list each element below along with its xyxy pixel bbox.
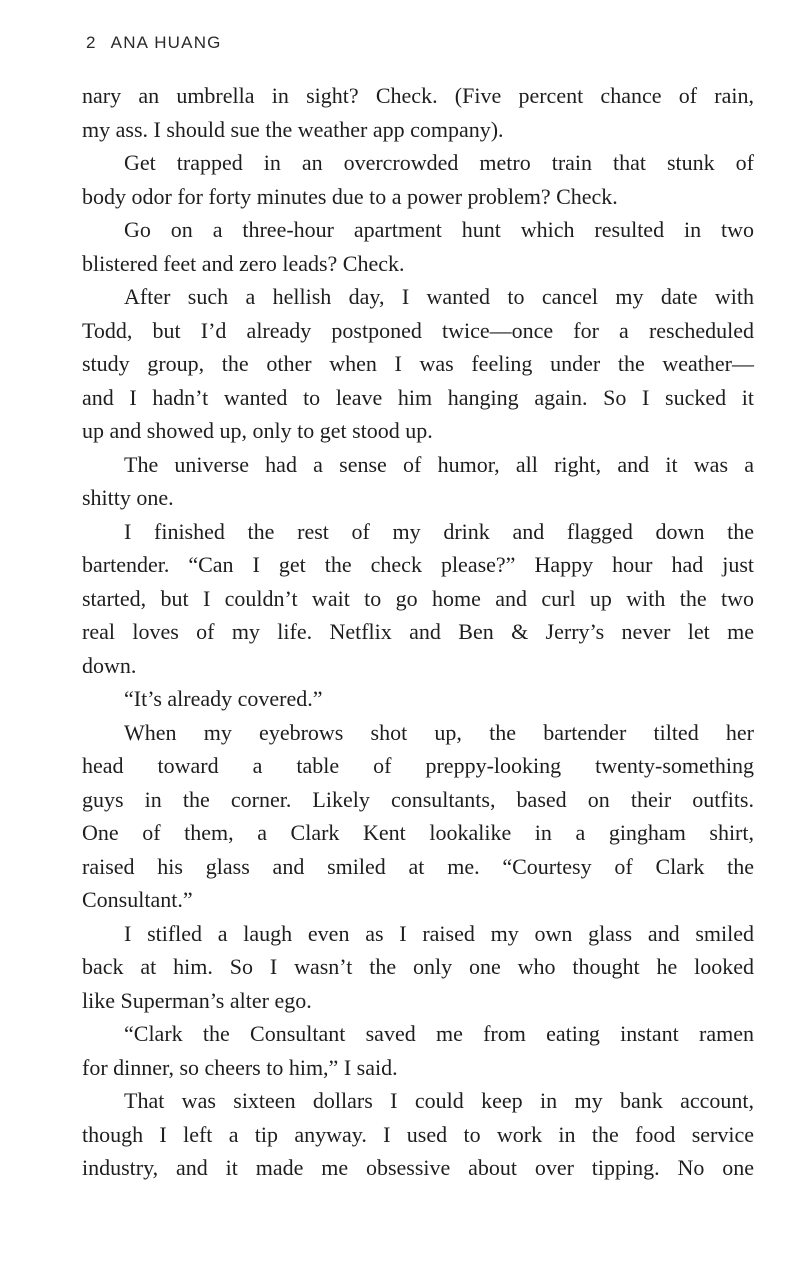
body-text: [82, 79, 754, 1185]
text-line: back at him. So I wasn’t the only one who thought he looked: [82, 954, 754, 979]
paragraph: [82, 448, 754, 515]
text-line: One of them, a Clark Kent lookalike in a gingham shirt,: [82, 820, 754, 845]
author-name: ANA HUANG: [110, 33, 222, 52]
text-line: my ass. I should sue the weather app company).: [82, 116, 504, 142]
paragraph: [82, 515, 754, 683]
text-line: I stifled a laugh even as I raised my own glass and smiled: [124, 920, 754, 946]
paragraph: [82, 716, 754, 917]
paragraph: [82, 917, 754, 1018]
paragraph: [82, 79, 754, 146]
paragraph: [82, 213, 754, 280]
text-line: though I left a tip anyway. I used to work in the food service: [82, 1121, 754, 1147]
text-line: Todd, but I’d already postponed twice—once for a rescheduled: [82, 317, 754, 343]
text-line: After such a hellish day, I wanted to cancel my date with: [124, 284, 754, 309]
page-number: 2: [86, 33, 97, 52]
text-line: bartender. “Can I get the check please?” Happy hour had just: [82, 552, 754, 577]
text-line: down.: [82, 652, 137, 678]
paragraph: [82, 1017, 754, 1084]
text-line: Consultant.”: [82, 887, 193, 912]
text-line: up and showed up, only to get stood up.: [82, 418, 433, 443]
text-line: Get trapped in an overcrowded metro train that stunk of: [124, 150, 754, 175]
text-line: When my eyebrows shot up, the bartender tilted her: [124, 719, 754, 745]
text-line: like Superman’s alter ego.: [82, 987, 312, 1013]
text-line: guys in the corner. Likely consultants, based on their outfits.: [82, 786, 754, 812]
text-line: blistered feet and zero leads? Check.: [82, 250, 405, 276]
paragraph: [82, 682, 754, 716]
text-line: started, but I couldn’t wait to go home and curl up with the two: [82, 585, 754, 611]
text-line: The universe had a sense of humor, all right, and it was a: [124, 451, 754, 477]
text-line: and I hadn’t wanted to leave him hanging again. So I sucked it: [82, 384, 754, 410]
text-line: for dinner, so cheers to him,” I said.: [82, 1054, 398, 1080]
text-line: shitty one.: [82, 485, 174, 510]
text-line: industry, and it made me obsessive about over tipping. No one: [82, 1155, 754, 1180]
text-line: study group, the other when I was feeling under the weather—: [82, 351, 754, 376]
paragraph: [82, 280, 754, 448]
text-line: That was sixteen dollars I could keep in my bank account,: [124, 1088, 754, 1113]
text-line: real loves of my life. Netflix and Ben & Jerry’s never let me: [82, 619, 754, 644]
paragraph: [82, 1084, 754, 1185]
paragraph: [82, 146, 754, 213]
text-line: “It’s already covered.”: [124, 686, 323, 711]
text-line: body odor for forty minutes due to a power problem? Check.: [82, 183, 618, 209]
text-line: raised his glass and smiled at me. “Courtesy of Clark the: [82, 853, 754, 879]
text-line: nary an umbrella in sight? Check. (Five percent chance of rain,: [82, 83, 754, 108]
text-line: “Clark the Consultant saved me from eating instant ramen: [124, 1021, 754, 1046]
text-line: head toward a table of preppy-looking twenty-something: [82, 753, 754, 778]
text-line: Go on a three-hour apartment hunt which resulted in two: [124, 217, 754, 242]
running-header: [86, 33, 222, 53]
text-line: I finished the rest of my drink and flagged down the: [124, 518, 754, 544]
